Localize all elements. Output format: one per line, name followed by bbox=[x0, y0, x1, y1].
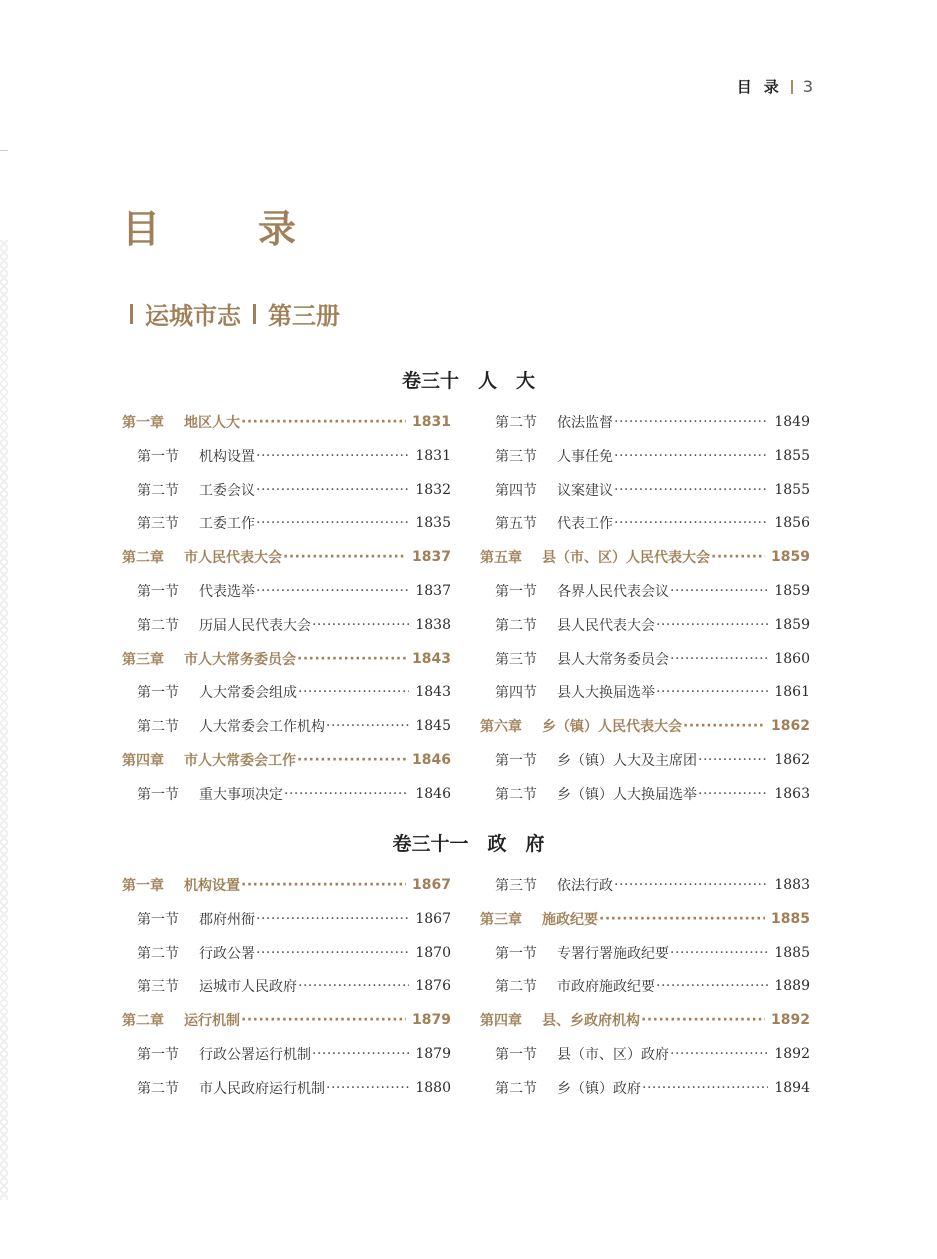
entry-page-number: 1892 bbox=[771, 1012, 810, 1029]
dot-leader bbox=[670, 583, 768, 599]
entry-page-number: 1885 bbox=[771, 910, 810, 927]
toc-chapter-entry[interactable] bbox=[122, 875, 451, 895]
entry-number: 第二节 bbox=[137, 1080, 179, 1097]
entry-title: 历届人民代表大会 bbox=[199, 617, 311, 634]
dot-leader bbox=[284, 786, 409, 802]
header-divider bbox=[791, 80, 793, 94]
entry-page-number: 1859 bbox=[771, 549, 810, 566]
entry-page-number: 1883 bbox=[774, 877, 810, 893]
entry-number: 第二节 bbox=[137, 945, 179, 962]
entry-page-number: 1863 bbox=[774, 785, 810, 802]
entry-number: 第五节 bbox=[495, 516, 537, 533]
entry-title: 市人大常委会工作 bbox=[184, 753, 296, 769]
entry-number: 第二节 bbox=[495, 1080, 537, 1097]
entry-title: 市人民代表大会 bbox=[184, 550, 282, 567]
entry-page-number: 1831 bbox=[412, 414, 451, 430]
entry-title: 市人民政府运行机制 bbox=[199, 1080, 325, 1097]
entry-number: 第四章 bbox=[480, 1013, 522, 1030]
entry-page-number: 1832 bbox=[415, 481, 451, 498]
entry-title: 施政纪要 bbox=[542, 911, 598, 928]
toc-section-entry[interactable] bbox=[495, 1078, 810, 1098]
dot-leader bbox=[256, 515, 409, 531]
entry-title: 县、乡政府机构 bbox=[542, 1013, 640, 1030]
entry-page-number: 1876 bbox=[415, 978, 451, 995]
entry-title: 地区人大 bbox=[184, 415, 240, 431]
dot-leader bbox=[656, 684, 768, 700]
entry-number: 第一节 bbox=[137, 786, 179, 803]
entry-number: 第一章 bbox=[122, 415, 164, 431]
dot-leader bbox=[241, 1012, 406, 1028]
dot-leader bbox=[656, 978, 768, 994]
entry-number: 第一节 bbox=[137, 584, 179, 600]
entry-page-number: 1831 bbox=[415, 447, 451, 464]
entry-number: 第一节 bbox=[137, 911, 179, 928]
toc-section-entry[interactable] bbox=[137, 909, 451, 929]
entry-page-number: 1837 bbox=[412, 549, 451, 566]
entry-title: 行政公署运行机制 bbox=[199, 1047, 311, 1063]
entry-number: 第三章 bbox=[122, 651, 164, 668]
entry-title: 各界人民代表会议 bbox=[557, 584, 669, 600]
entry-page-number: 1846 bbox=[415, 785, 451, 802]
entry-page-number: 1838 bbox=[415, 616, 451, 633]
entry-title: 机构设置 bbox=[199, 448, 255, 465]
entry-page-number: 1859 bbox=[774, 616, 810, 633]
entry-title: 议案建议 bbox=[557, 482, 613, 499]
entry-title: 市政府施政纪要 bbox=[557, 979, 655, 996]
entry-page-number: 1879 bbox=[415, 1046, 451, 1062]
entry-page-number: 1867 bbox=[415, 910, 451, 927]
toc-section-entry[interactable] bbox=[495, 750, 810, 770]
book-title bbox=[130, 296, 340, 331]
dot-leader bbox=[698, 786, 768, 802]
book-title-divider bbox=[253, 304, 256, 324]
toc-chapter-entry[interactable] bbox=[480, 716, 810, 736]
entry-title: 行政公署 bbox=[199, 945, 255, 962]
entry-page-number: 1849 bbox=[774, 414, 810, 430]
entry-number: 第五章 bbox=[480, 550, 522, 567]
toc-chapter-entry[interactable] bbox=[122, 750, 451, 770]
entry-page-number: 1843 bbox=[412, 650, 451, 667]
entry-page-number: 1846 bbox=[412, 752, 451, 768]
entry-title: 专署行署施政纪要 bbox=[557, 945, 669, 962]
dot-leader bbox=[326, 718, 409, 734]
entry-title: 依法行政 bbox=[557, 878, 613, 894]
dot-leader bbox=[711, 549, 765, 565]
entry-title: 县人民代表大会 bbox=[557, 617, 655, 634]
book-title-bar bbox=[130, 304, 133, 324]
entry-number: 第三节 bbox=[495, 448, 537, 465]
toc-chapter-entry[interactable] bbox=[122, 412, 451, 432]
entry-number: 第四章 bbox=[122, 753, 164, 769]
entry-page-number: 1889 bbox=[774, 978, 810, 995]
toc-section-entry[interactable] bbox=[495, 412, 810, 432]
dot-leader bbox=[298, 978, 409, 994]
entry-title: 运城市人民政府 bbox=[199, 979, 297, 996]
toc-section-entry[interactable] bbox=[495, 943, 810, 963]
dot-leader bbox=[241, 414, 406, 430]
entry-title: 乡（镇）政府 bbox=[557, 1080, 641, 1097]
toc-section-entry[interactable] bbox=[495, 581, 810, 601]
entry-title: 乡（镇）人大及主席团 bbox=[557, 753, 697, 769]
entry-number: 第二节 bbox=[495, 617, 537, 634]
page-title: 目 录 bbox=[122, 206, 327, 251]
toc-section-entry[interactable] bbox=[495, 615, 810, 635]
entry-title: 依法监督 bbox=[557, 415, 613, 431]
entry-number: 第二章 bbox=[122, 1013, 164, 1030]
entry-number: 第三节 bbox=[137, 516, 179, 533]
entry-title: 乡（镇）人大换届选举 bbox=[557, 786, 697, 803]
entry-page-number: 1855 bbox=[774, 481, 810, 498]
entry-page-number: 1855 bbox=[774, 447, 810, 464]
toc-chapter-entry[interactable] bbox=[480, 909, 810, 929]
dot-leader bbox=[312, 617, 409, 633]
entry-number: 第四节 bbox=[495, 685, 537, 702]
dot-leader bbox=[614, 448, 768, 464]
toc-section-entry[interactable] bbox=[495, 446, 810, 466]
entry-title: 运行机制 bbox=[184, 1013, 240, 1030]
entry-page-number: 1862 bbox=[774, 752, 810, 768]
toc-chapter-entry[interactable] bbox=[122, 1010, 451, 1030]
toc-chapter-entry[interactable] bbox=[480, 547, 810, 567]
toc-section-entry[interactable] bbox=[495, 682, 810, 702]
toc-section-entry[interactable] bbox=[137, 716, 451, 736]
dot-leader bbox=[656, 617, 768, 633]
entry-title: 郡府州衙 bbox=[199, 911, 255, 928]
entry-title: 重大事项决定 bbox=[199, 786, 283, 803]
entry-page-number: 1843 bbox=[415, 684, 451, 701]
entry-number: 第六章 bbox=[480, 719, 522, 736]
entry-number: 第三章 bbox=[480, 911, 522, 928]
toc-section-entry[interactable] bbox=[137, 1078, 451, 1098]
entry-number: 第三节 bbox=[137, 979, 179, 996]
toc-chapter-entry[interactable] bbox=[480, 1010, 810, 1030]
entry-page-number: 1856 bbox=[774, 515, 810, 532]
toc-chapter-entry[interactable] bbox=[122, 649, 451, 669]
dot-leader bbox=[241, 877, 406, 893]
toc-section-entry[interactable] bbox=[137, 615, 451, 635]
entry-title: 县（市、区）人民代表大会 bbox=[542, 550, 710, 567]
entry-title: 工委会议 bbox=[199, 482, 255, 499]
entry-title: 机构设置 bbox=[184, 878, 240, 894]
entry-number: 第二节 bbox=[137, 617, 179, 634]
entry-page-number: 1859 bbox=[774, 583, 810, 599]
entry-title: 工委工作 bbox=[199, 516, 255, 533]
entry-page-number: 1862 bbox=[771, 718, 810, 735]
entry-page-number: 1879 bbox=[412, 1012, 451, 1029]
entry-number: 第一节 bbox=[137, 685, 179, 702]
book-volume: 第三册 bbox=[268, 302, 340, 330]
entry-page-number: 1837 bbox=[415, 583, 451, 599]
entry-page-number: 1835 bbox=[415, 515, 451, 532]
entry-number: 第一章 bbox=[122, 878, 164, 894]
entry-title: 县人大换届选举 bbox=[557, 685, 655, 702]
entry-number: 第一节 bbox=[495, 945, 537, 962]
entry-number: 第四节 bbox=[495, 482, 537, 499]
book-name: 运城市志 bbox=[145, 302, 241, 330]
toc-section-entry[interactable] bbox=[137, 1044, 451, 1064]
dot-leader bbox=[326, 1080, 409, 1096]
entry-title: 人大常委会组成 bbox=[199, 685, 297, 702]
toc-section-entry[interactable] bbox=[495, 513, 810, 533]
entry-number: 第一节 bbox=[495, 1047, 537, 1063]
dot-leader bbox=[599, 911, 765, 927]
entry-page-number: 1867 bbox=[412, 877, 451, 893]
dot-leader bbox=[297, 752, 406, 768]
entry-title: 代表选举 bbox=[199, 584, 255, 600]
dot-leader bbox=[312, 1046, 409, 1062]
entry-page-number: 1845 bbox=[415, 718, 451, 735]
dot-leader bbox=[670, 1046, 768, 1062]
entry-number: 第一节 bbox=[137, 1047, 179, 1063]
entry-number: 第二节 bbox=[495, 979, 537, 996]
entry-page-number: 1880 bbox=[415, 1079, 451, 1096]
dot-leader bbox=[256, 482, 409, 498]
toc-section-entry[interactable] bbox=[137, 976, 451, 996]
entry-number: 第二节 bbox=[137, 719, 179, 736]
entry-number: 第二章 bbox=[122, 550, 164, 567]
volume-title: 卷三十 人 大 bbox=[401, 370, 535, 392]
toc-section-entry[interactable] bbox=[137, 513, 451, 533]
toc-section-entry[interactable] bbox=[137, 446, 451, 466]
dot-leader bbox=[614, 515, 768, 531]
entry-page-number: 1885 bbox=[774, 944, 810, 961]
toc-section-entry[interactable] bbox=[137, 480, 451, 500]
dot-leader bbox=[670, 651, 768, 667]
dot-leader bbox=[642, 1080, 768, 1096]
entry-title: 县（市、区）政府 bbox=[557, 1047, 669, 1063]
entry-page-number: 1894 bbox=[774, 1079, 810, 1096]
dot-leader bbox=[298, 684, 409, 700]
toc-section-entry[interactable] bbox=[495, 875, 810, 895]
toc-section-entry[interactable] bbox=[495, 649, 810, 669]
dot-leader bbox=[256, 448, 409, 464]
toc-section-entry[interactable] bbox=[495, 784, 810, 804]
entry-page-number: 1870 bbox=[415, 944, 451, 961]
dot-leader bbox=[683, 718, 765, 734]
dot-leader bbox=[698, 752, 768, 768]
entry-number: 第二节 bbox=[495, 415, 537, 431]
dot-leader bbox=[283, 549, 406, 565]
toc-section-entry[interactable] bbox=[137, 682, 451, 702]
entry-page-number: 1861 bbox=[774, 684, 810, 701]
page-number: 3 bbox=[802, 77, 813, 96]
dot-leader bbox=[614, 414, 768, 430]
entry-number: 第二节 bbox=[495, 786, 537, 803]
entry-title: 人大常委会工作机构 bbox=[199, 719, 325, 736]
entry-number: 第三节 bbox=[495, 651, 537, 668]
dot-leader bbox=[614, 482, 768, 498]
dot-leader bbox=[297, 651, 406, 667]
entry-number: 第一节 bbox=[137, 448, 179, 465]
entry-title: 县人大常务委员会 bbox=[557, 651, 669, 668]
toc-chapter-entry[interactable] bbox=[122, 547, 451, 567]
entry-title: 代表工作 bbox=[557, 516, 613, 533]
dot-leader bbox=[670, 945, 768, 961]
entry-number: 第三节 bbox=[495, 878, 537, 894]
dot-leader bbox=[256, 945, 409, 961]
entry-title: 乡（镇）人民代表大会 bbox=[542, 719, 682, 736]
entry-title: 市人大常务委员会 bbox=[184, 651, 296, 668]
toc-section-entry[interactable] bbox=[137, 784, 451, 804]
entry-page-number: 1860 bbox=[774, 650, 810, 667]
volume-title: 卷三十一 政 府 bbox=[392, 833, 545, 855]
header-label: 目录 bbox=[736, 78, 791, 96]
running-header bbox=[737, 76, 813, 97]
entry-number: 第一节 bbox=[495, 584, 537, 600]
toc-section-entry[interactable] bbox=[495, 1044, 810, 1064]
entry-number: 第一节 bbox=[495, 753, 537, 769]
toc-section-entry[interactable] bbox=[495, 480, 810, 500]
toc-section-entry[interactable] bbox=[137, 943, 451, 963]
toc-section-entry[interactable] bbox=[495, 976, 810, 996]
entry-number: 第二节 bbox=[137, 482, 179, 499]
dot-leader bbox=[256, 583, 409, 599]
entry-title: 人事任免 bbox=[557, 448, 613, 465]
toc-section-entry[interactable] bbox=[137, 581, 451, 601]
dot-leader bbox=[614, 877, 768, 893]
edge-tick bbox=[0, 150, 8, 151]
dot-leader bbox=[641, 1012, 765, 1028]
entry-page-number: 1892 bbox=[774, 1046, 810, 1062]
dot-leader bbox=[256, 911, 409, 927]
